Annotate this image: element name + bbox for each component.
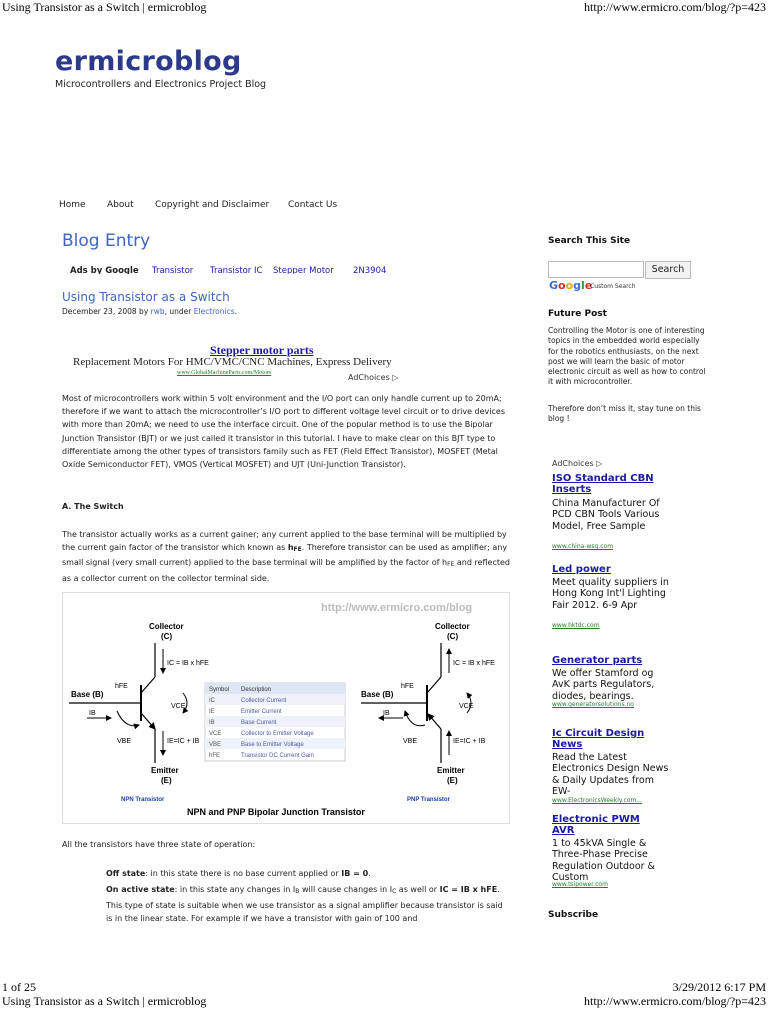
svg-text:IE=IC + IB: IE=IC + IB — [167, 738, 200, 745]
future-post-heading: Future Post — [548, 309, 607, 319]
print-footer-title: Using Transistor as a Switch | ermicroblog — [2, 994, 207, 1008]
blog-entry-heading: Blog Entry — [62, 231, 151, 251]
sidebar-ad-3-desc: We offer Stamford og AvK parts Regulators, diodes, bearings. — [552, 668, 655, 702]
svg-text:Base to Emitter Voltage: Base to Emitter Voltage — [241, 742, 304, 748]
sidebar-ad-2-title[interactable]: Led power — [552, 564, 611, 575]
print-header-title: Using Transistor as a Switch | ermicroblog — [2, 0, 207, 14]
on-state-line: On active state: in this state any changes in IB will cause changes in IC as well or IC = IB x hFE. This type of state is suitable when we use transistor as a signal amplifier because transistor is said is in the linear state. For example if we have a transistor with gain of 100 and — [106, 885, 503, 923]
sidebar-adchoices[interactable]: AdChoices ▷ — [552, 459, 603, 468]
print-footer-page: 1 of 25 — [2, 980, 36, 994]
sidebar-ad-1-title[interactable]: ISO Standard CBN Inserts — [552, 473, 654, 495]
category-link[interactable]: Electronics — [193, 307, 235, 316]
sidebar-ad-1-desc: China Manufacturer Of PCD CBN Tools Various Model, Free Sample — [552, 498, 660, 532]
site-title[interactable]: ermicroblog — [55, 46, 242, 77]
intro-paragraph: Most of microcontrollers work within 5 volt environment and the I/O port can only handle current up to 20mA; therefore if we want to attach the microcontroller’s I/O port to different voltage level circuit or to drive devices with more than 20mA; we need to use the interface circuit. One of the popular method is to use the Bipolar Junction Transistor (BJT) or we just called it transistor in this tutorial. I have to make clear on this BJT type to differentiate among the other types of transistors family such as FET (Field Effect Transistor), MOSFET (Metal Oxide Semiconductor FET), VMOS (Vertical MOSFET) and UJT (Uni-Junction Transistor). — [62, 394, 505, 470]
svg-text:IB: IB — [209, 720, 215, 726]
post-title[interactable]: Using Transistor as a Switch — [62, 290, 230, 304]
svg-text:(E): (E) — [161, 776, 172, 785]
svg-text:(E): (E) — [447, 776, 458, 785]
custom-search-label: Custom Search — [590, 283, 636, 290]
off-state-line: Off state: in this state there is no base current applied or IB = 0. — [106, 869, 371, 878]
svg-text:IB: IB — [383, 710, 390, 717]
subscribe-heading: Subscribe — [548, 910, 599, 920]
svg-text:IC: IC — [209, 698, 215, 704]
sidebar-ad-4-desc: Read the Latest Electronics Design News & Daily Updates from EW- — [552, 752, 669, 797]
ad-link-stepper-motor[interactable]: Stepper Motor — [273, 266, 334, 274]
ad-stepper-text: Replacement Motors For HMC/VMC/CNC Machines, Express Delivery — [73, 356, 392, 368]
svg-text:hFE: hFE — [115, 683, 128, 690]
npn-label: NPN Transistor — [121, 797, 165, 803]
pnp-symbol — [361, 622, 495, 803]
print-footer-url: http://www.ermicro.com/blog/?p=423 — [584, 994, 766, 1008]
svg-text:Collector: Collector — [435, 622, 470, 631]
svg-text:Collector to Emitter Voltage: Collector to Emitter Voltage — [241, 731, 314, 737]
nav-copyright[interactable]: Copyright and Disclaimer — [155, 200, 270, 210]
svg-text:Base Current: Base Current — [241, 720, 277, 726]
site-tagline: Microcontrollers and Electronics Project Blog — [55, 79, 267, 90]
svg-text:Collector: Collector — [149, 622, 184, 631]
nav-contact[interactable]: Contact Us — [288, 200, 338, 210]
search-heading: Search This Site — [548, 236, 631, 246]
svg-text:VCE: VCE — [459, 703, 474, 710]
svg-text:Description: Description — [241, 687, 272, 693]
ads-by-google-label: Ads by Google — [70, 266, 139, 274]
sidebar-ad-5-desc: 1 to 45kVA Single & Three-Phase Precise Regulation Outdoor & Custom — [552, 838, 655, 883]
switch-paragraph: The transistor actually works as a current gainer; any current applied to the base terminal will be multiplied by the current gain factor of the transistor which known as hFE. Therefore transistor can be used as amplifier; any small signal (very small current) applied to the base terminal will be amplified by the factor of hFE and reflected as a collector current on the collector terminal side. — [62, 530, 510, 583]
bjt-figure — [62, 592, 510, 824]
svg-text:(C): (C) — [161, 632, 173, 641]
svg-text:Emitter: Emitter — [151, 766, 179, 775]
svg-text:hFE: hFE — [401, 683, 414, 690]
svg-text:VBE: VBE — [403, 738, 418, 745]
figure-watermark: http://www.ermicro.com/blog — [321, 602, 473, 614]
svg-text:IC = IB x hFE: IC = IB x hFE — [453, 660, 495, 667]
sidebar-ad-3-url[interactable]: www.generatorsolutions.no — [552, 701, 634, 708]
sidebar-ad-1-url[interactable]: www.china-wsq.com — [552, 543, 614, 550]
search-input[interactable] — [548, 261, 644, 278]
sidebar-ad-5-url[interactable]: www.tsipower.com — [552, 881, 608, 888]
google-logo: Google — [549, 279, 593, 292]
nav-about[interactable]: About — [107, 200, 134, 210]
ad-link-2n3904[interactable]: 2N3904 — [353, 266, 387, 274]
sidebar-ad-4-title[interactable]: Ic Circuit Design News — [552, 728, 645, 750]
print-footer-datetime: 3/29/2012 6:17 PM — [672, 980, 766, 994]
svg-text:Transistor DC Current Gain: Transistor DC Current Gain — [241, 753, 314, 759]
svg-text:hFE: hFE — [209, 753, 221, 759]
svg-text:Emitter: Emitter — [437, 766, 465, 775]
symbol-table — [205, 683, 345, 761]
states-intro: All the transistors have three state of operation: — [62, 840, 256, 849]
sidebar-ad-4-url[interactable]: www.ElectronicsWeekly.com... — [552, 797, 643, 804]
section-a-heading: A. The Switch — [62, 502, 124, 511]
post-meta: December 23, 2008 by rwb, under Electronics. — [62, 307, 238, 316]
svg-text:VCE: VCE — [209, 731, 222, 737]
svg-text:Base (B): Base (B) — [361, 690, 394, 699]
nav-home[interactable]: Home — [59, 200, 86, 210]
svg-text:Base (B): Base (B) — [71, 690, 104, 699]
ad-link-transistor-ic[interactable]: Transistor IC — [210, 266, 263, 274]
svg-text:IE=IC + IB: IE=IC + IB — [453, 738, 486, 745]
sidebar-ad-2-desc: Meet quality suppliers in Hong Kong Int'l Lighting Fair 2012. 6-9 Apr — [552, 577, 669, 611]
svg-text:IE: IE — [209, 709, 215, 715]
adchoices-badge[interactable]: AdChoices ▷ — [348, 373, 399, 382]
print-header-url: http://www.ermicro.com/blog/?p=423 — [584, 0, 766, 14]
svg-text:IB: IB — [89, 710, 96, 717]
ad-stepper-url[interactable]: www.GlobalMachineParts.com/Motors — [177, 370, 272, 376]
future-post-text-2: Therefore don’t miss it, stay tune on this blog ! — [548, 404, 701, 424]
svg-text:(C): (C) — [447, 632, 459, 641]
svg-text:Symbol: Symbol — [209, 687, 230, 693]
search-button[interactable]: Search — [645, 261, 691, 279]
svg-text:VCE: VCE — [171, 703, 186, 710]
ad-stepper-title[interactable]: Stepper motor parts — [210, 343, 314, 357]
svg-text:VBE: VBE — [209, 742, 222, 748]
sidebar-ad-2-url[interactable]: www.hktdc.com — [552, 622, 600, 629]
author-link[interactable]: rwb — [150, 307, 165, 316]
svg-text:Emitter Current: Emitter Current — [241, 709, 282, 715]
bjt-diagram — [63, 593, 509, 823]
ad-link-transistor[interactable]: Transistor — [152, 266, 194, 274]
svg-text:Collector Current: Collector Current — [241, 698, 287, 704]
pnp-label: PNP Transistor — [407, 797, 450, 803]
future-post-text: Controlling the Motor is one of interesting topics in the embedded world especially for the robotics enthusiasts, on the next post we will learn the basic of motor electronic circuit as well as how to control it with microcontroller. — [548, 326, 706, 387]
figure-caption: NPN and PNP Bipolar Junction Transistor — [187, 807, 365, 817]
sidebar-ad-3-title[interactable]: Generator parts — [552, 655, 643, 666]
svg-text:VBE: VBE — [117, 738, 132, 745]
npn-symbol — [69, 622, 209, 803]
svg-text:IC = IB x hFE: IC = IB x hFE — [167, 660, 209, 667]
sidebar-ad-5-title[interactable]: Electronic PWM AVR — [552, 814, 640, 836]
